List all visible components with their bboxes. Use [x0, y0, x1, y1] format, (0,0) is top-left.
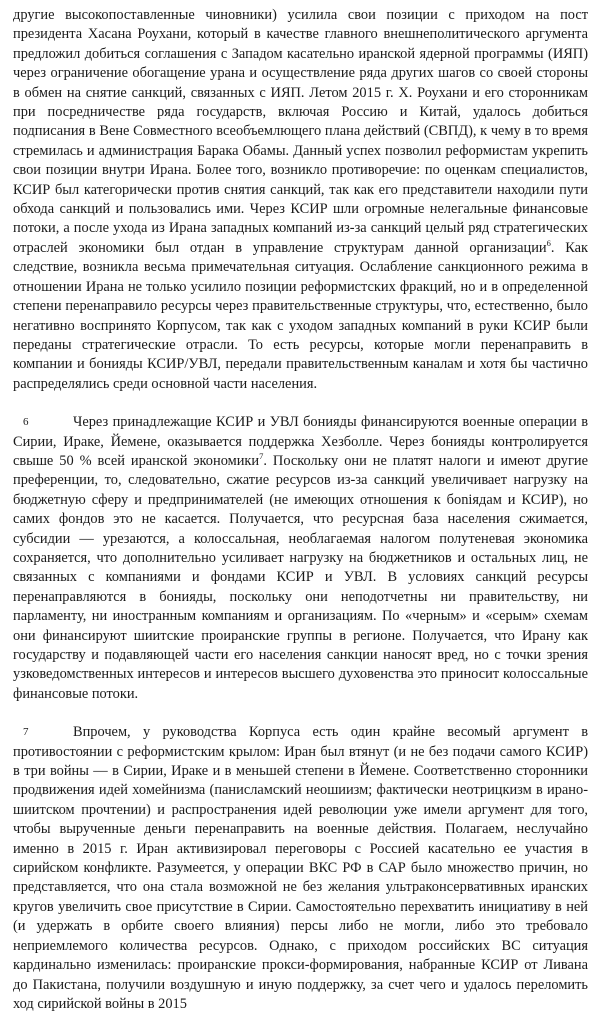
paragraph-text: Через принадлежащие КСИР и УВЛ бонияды финансируются военные операции в Сирии, Ираке, Йемене, оказывается поддержка Хезболле. Через бонияды контролируется свыше 50 % всей иранской экономики [13, 414, 588, 469]
paragraph [13, 723, 588, 1014]
paragraph-number: 6 [23, 416, 29, 429]
paragraph-text: . Как следствие, возникла весьма примечательная ситуация. Ослабление санкционного режима в отношении Ирана не только усилило позиции реформистских фракций, но и в определенной степени перенаправило ресурсы через правительственные структуры, что, естественно, было негативно воспринято Корпусом, так как с уходом западных компаний в руки КСИР были переданы стратегические отрасли. То есть ресурсы, которые могли перенаправить в компании и бонияды КСИР/УВЛ, передали правительственным каналам и хотя бы частично распределялись среди основной части населения. [13, 239, 588, 392]
footnote-marker[interactable]: 7 [259, 451, 264, 462]
paragraph-block [13, 6, 588, 394]
paragraph-block [13, 413, 588, 704]
footnote-marker[interactable]: 6 [546, 238, 551, 249]
paragraph [13, 413, 588, 704]
paragraph [13, 6, 588, 394]
paragraph-number: 7 [23, 726, 29, 739]
paragraph-text: Впрочем, у руководства Корпуса есть один крайне весомый аргумент в противостоянии с реформистским крылом: Иран был втянут (и не без подачи самого КСИР) в три войны — в Сирии, Ираке и в меньшей степени в Йемене. Соответственно сторонники продвижения идей хомейнизма (панисламский неошиизм; фактически неотрицкизм в ирано-шиитском прочтении) и распространения идей революции уже имели аргумент для того, чтобы вырученные деньги перенаправить на военные действия. Полагаем, неслучайно именно в 2015 г. Иран активизировал переговоры с Россией касательно ее участия в сирийском конфликте. Разумеется, у операции ВКС РФ в САР было множество причин, но представляется, что она стала возможной не без желания ультраконсервативных иранских кругов увеличить свое присутствие в Сирии. Самостоятельно перехватить инициативу в ней (и удержать в орбите своего влияния) персы либо не могли, либо это требовало неприемлемого количества ресурсов. Однако, с приходом российских ВС ситуация кардинально изменилась: проиранские прокси-формирования, набранные КСИР от Ливана до Пакистана, получили воздушную и иную поддержку, за счет чего и удалось переломить ход сирийской войны в 2015 [13, 724, 588, 1012]
paragraph-text: . Поскольку они не платят налоги и имеют другие преференции, то, следовательно, сжатие ресурсов из-за санкций увеличивает нагрузку на бюджетную сферу и предпринимателей (не имеющих отношения к боniядам и КСИР), но самих фондов это не касается. Получается, что ресурсная база населения сжимается, субсидии — урезаются, а колоссальная, необлагаемая налогом полутеневая экономика сохраняется, что дополнительно усиливает нагрузку на бюджетников и остальных лиц, не связанных с компаниями и фондами КСИР и УВЛ. В условиях санкций ресурсы перенаправляются в бонияды, поскольку они неподотчетны ни правительству, ни парламенту, ни иностранным компаниям и организациям. По «черным» и «серым» схемам они финансируют шиитские проиранские группы в регионе. Получается, что Ирану как государству и подавляющей части его населения санкции наносят вред, но с точки зрения узковедомственных интересов и интересов высшего духовенства это приносит колоссальные финансовые потоки. [13, 452, 588, 702]
paragraph-block [13, 723, 588, 1014]
paragraph-text: другие высокопоставленные чиновники) усилила свои позиции с приходом на пост президента Хасана Роухани, который в качестве главного внешнеполитического аргумента предложил добиться соглашения с Западом касательно иранской ядерной программы (ИЯП) через ограничение обогащение урана и осуществление ряда других шагов со своей стороны в обмен на снятие санкций, связанных с ИЯП. Летом 2015 г. Х. Роухани и его сторонникам при посредничестве ряда государств, включая Россию и Китай, удалось добиться подписания в Вене Совместного всеобъемлющего плана действий (СВПД), к чему в то время стремилась и администрация Барака Обамы. Данный успех позволил реформистам укрепить свои позиции внутри Ирана. Более того, возникло противоречие: по оценкам специалистов, КСИР был категорически против снятия санкций, так как его представители находили пути обхода санкций и пользовались ими. Через КСИР шли огромные нелегальные финансовые потоки, а после ухода из Ирана западных компаний из-за санкций целый ряд стратегических отраслей экономики был отдан в управление структурам данной организации [13, 7, 588, 256]
